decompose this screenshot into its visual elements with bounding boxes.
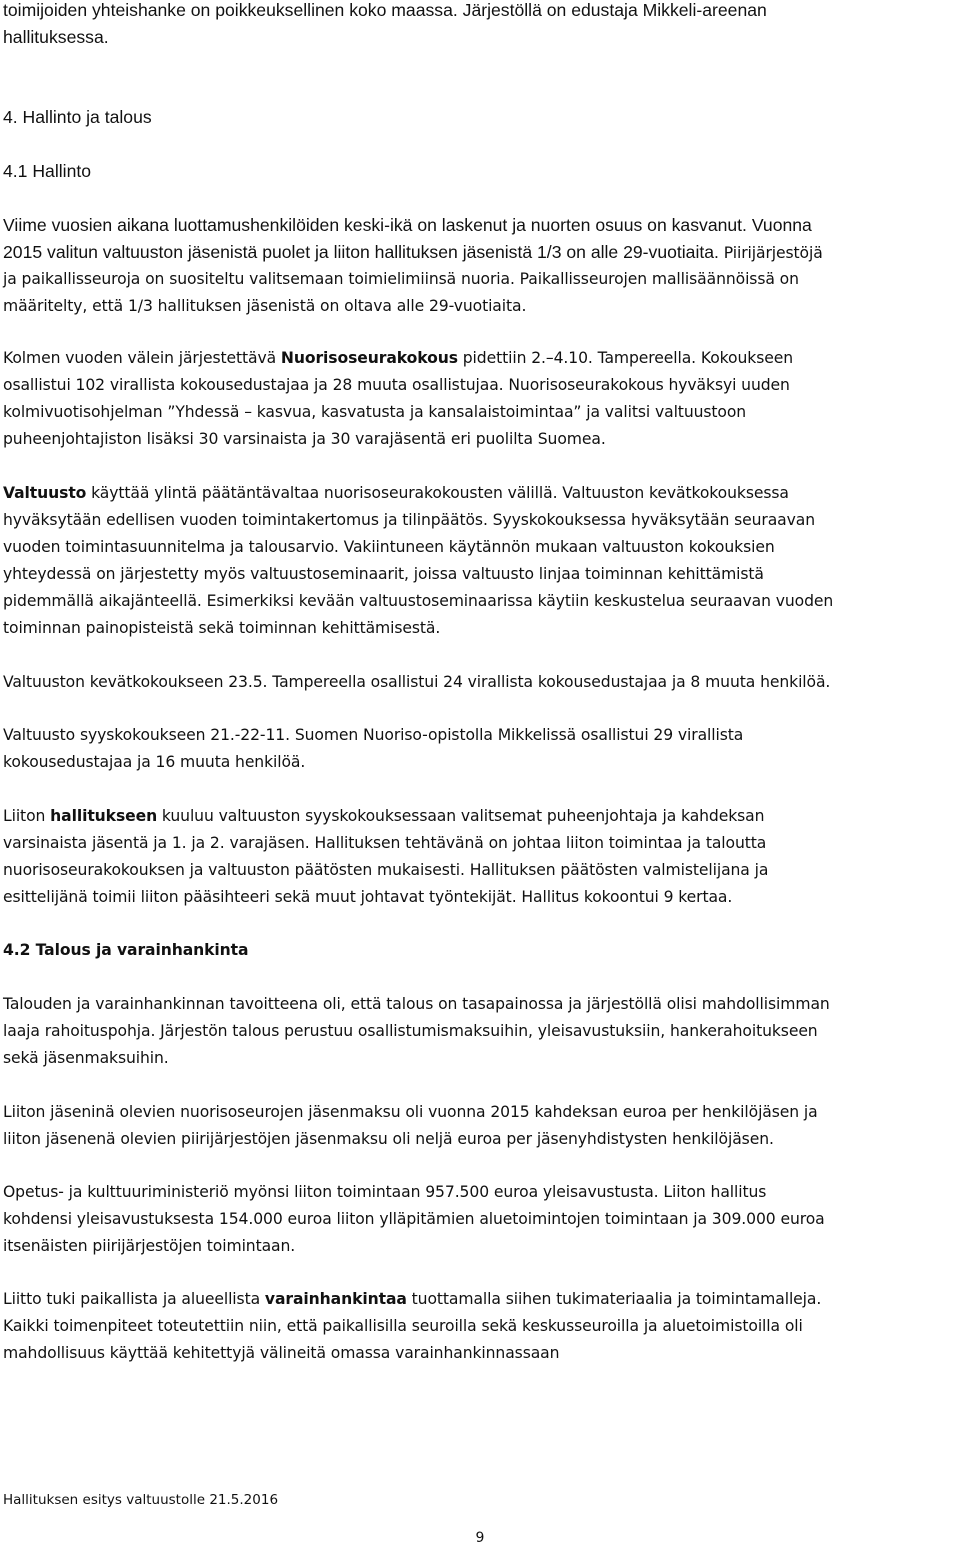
text-line: Liitto tuki paikallista ja alueellista varainhankintaa tuottamalla siihen tukimateriaalia ja toimintamalleja. (3, 1290, 822, 1308)
paragraph-talous (3, 991, 959, 1072)
text-line: puheenjohtajiston lisäksi 30 varsinaista ja 30 varajäsentä eri puolilta Suomea. (3, 430, 606, 448)
text-line: Kolmen vuoden välein järjestettävä Nuorisoseurakokous pidettiin 2.–4.10. Tampereella. Kokoukseen (3, 349, 793, 367)
text-line: Opetus- ja kulttuuriministeriö myönsi liiton toimintaan 957.500 euroa yleisavustusta. Liiton hallitus (3, 1183, 767, 1201)
text-line: ja paikallisseuroja on suositeltu valitsemaan toimielimiinsä nuoria. Paikallisseurojen mallisäännöissä on (3, 270, 799, 288)
paragraph-yleisavustus (3, 1179, 959, 1260)
text-line: pidemmällä aikajänteellä. Esimerkiksi kevään valtuustoseminaarissa käytiin keskustelua seuraavan vuoden (3, 592, 834, 610)
intro-paragraph (3, 0, 959, 51)
paragraph-kevatkokous (3, 669, 959, 696)
text-line: liiton jäsenenä olevien piirijärjestöjen jäsenmaksu oli neljä euroa per jäsenyhdistysten henkilöjäsen. (3, 1130, 774, 1148)
paragraph-syyskokous (3, 722, 959, 776)
text-line: kokousedustajaa ja 16 muuta henkilöä. (3, 753, 306, 771)
text-line: nuorisoseurakokouksen ja valtuuston päätösten mukaisesti. Hallituksen päätösten valmistelijana ja (3, 861, 769, 879)
text-line: kohdensi yleisavustuksesta 154.000 euroa liiton ylläpitämien aluetoimintojen toimintaan ja 309.000 euroa (3, 1210, 825, 1228)
paragraph-valtuusto (3, 480, 959, 642)
text-line: Liiton jäseninä olevien nuorisoseurojen jäsenmaksu oli vuonna 2015 kahdeksan euroa per henkilöjäsen ja (3, 1103, 818, 1121)
paragraph-hallinto-intro (3, 212, 959, 267)
text-line: Valtuuston kevätkokoukseen 23.5. Tampereella osallistui 24 virallista kokousedustajaa ja 8 muuta henkilöä. (3, 673, 831, 691)
text-line: 2015 valitun valtuuston jäsenistä puolet ja liiton hallituksen jäsenistä 1/3 on alle 29-vuotiaita. Piirijärjestöjä (3, 242, 823, 262)
paragraph-jasenmaksu (3, 1099, 959, 1153)
text-line: esittelijänä toimii liiton pääsihteeri sekä muut johtavat työntekijät. Hallitus kokoontui 9 kertaa. (3, 888, 733, 906)
text-line: varsinaista jäsentä ja 1. ja 2. varajäsen. Hallituksen tehtävänä on johtaa liiton toimintaa ja taloutta (3, 834, 767, 852)
text-line: hyväksytään edellisen vuoden toimintakertomus ja tilinpäätös. Syyskokouksessa hyväksytään seuraavan (3, 511, 816, 529)
text-line: vuoden toimintasuunnitelma ja talousarvio. Vakiintuneen käytännön mukaan valtuuston kokouksien (3, 538, 775, 556)
page-number: 9 (475, 1530, 485, 1546)
text-line: osallistui 102 virallista kokousedustajaa ja 28 muuta osallistujaa. Nuorisoseurakokous hyväksyi uuden (3, 376, 790, 394)
page-footer: Hallituksen esitys valtuustolle 21.5.2016 (3, 1492, 279, 1508)
paragraph-hallinto-intro-cont (3, 266, 959, 320)
text-line: Liiton hallitukseen kuuluu valtuuston syyskokouksessaan valitsemat puheenjohtaja ja kahdeksan (3, 807, 765, 825)
text-line: yhteydessä on järjestetty myös valtuustoseminaarit, joissa valtuusto linjaa toiminnan kehittämistä (3, 565, 764, 583)
text-line: Kaikki toimenpiteet toteutettiin niin, että paikallisilla seuroilla sekä keskusseuroilla ja aluetoimistoilla oli (3, 1317, 803, 1335)
text-line: itsenäisten piirijärjestöjen toimintaan. (3, 1237, 296, 1255)
text-line: toiminnan painopisteistä sekä toiminnan kehittämisestä. (3, 619, 441, 637)
text-line: sekä jäsenmaksuihin. (3, 1049, 169, 1067)
text-line: Viime vuosien aikana luottamushenkilöiden keski-ikä on laskenut ja nuorten osuus on kasvanut. Vuonna (3, 215, 812, 235)
text-line: hallituksessa. (3, 27, 109, 47)
text-line: kolmivuotisohjelman ”Yhdessä – kasvua, kasvatusta ja kansalaistoimintaa” ja valitsi valtuustoon (3, 403, 747, 421)
text-line: Valtuusto syyskokoukseen 21.-22-11. Suomen Nuoriso-opistolla Mikkelissä osallistui 29 virallista (3, 726, 744, 744)
paragraph-nuorisoseurakokous (3, 345, 959, 453)
paragraph-varainhankinta (3, 1286, 959, 1367)
paragraph-hallitus (3, 803, 959, 911)
section-heading-4-1: 4.1 Hallinto (3, 161, 92, 181)
text-line: Talouden ja varainhankinnan tavoitteena oli, että talous on tasapainossa ja järjestöllä olisi mahdollisimman (3, 995, 830, 1013)
text-line: määritelty, että 1/3 hallituksen jäsenistä on oltava alle 29-vuotiaita. (3, 297, 527, 315)
text-line: toimijoiden yhteishanke on poikkeuksellinen koko maassa. Järjestöllä on edustaja Mikkeli-areenan (3, 0, 767, 20)
text-line: laaja rahoituspohja. Järjestön talous perustuu osallistumismaksuihin, yleisavustuksiin, hankerahoitukseen (3, 1022, 818, 1040)
text-line: mahdollisuus käyttää kehitettyjä välineitä omassa varainhankinnassaan (3, 1344, 560, 1362)
section-heading-4: 4. Hallinto ja talous (3, 107, 152, 127)
text-line: Valtuusto käyttää ylintä päätäntävaltaa nuorisoseurakokousten välillä. Valtuuston kevätkokouksessa (3, 484, 789, 502)
section-heading-4-2: 4.2 Talous ja varainhankinta (3, 941, 249, 959)
